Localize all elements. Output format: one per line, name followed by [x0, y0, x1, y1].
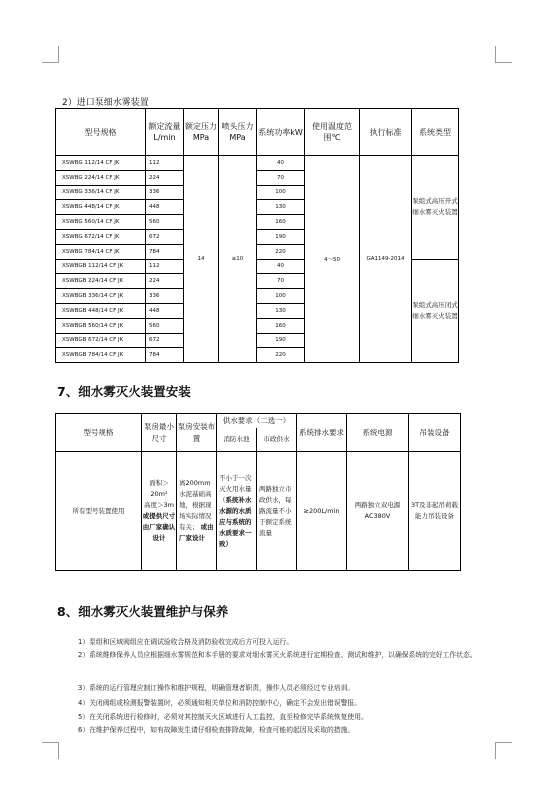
cell-temp-range: 4～50 — [305, 156, 360, 363]
room-layout-text: 离200mm水泥基础高地，根据现场实际情况有关； — [179, 479, 212, 531]
header-rated-flow: 额定流量L/min — [146, 109, 184, 156]
cell-system-power: 70 — [257, 274, 305, 289]
cell-rated-flow: 672 — [146, 333, 184, 348]
header-system-type: 系统类型 — [412, 109, 459, 156]
cell-model: XSWBG 336/14 CF JK — [56, 185, 146, 200]
cell-rated-flow: 224 — [146, 170, 184, 185]
header-drain: 系统排水要求 — [297, 414, 347, 452]
cell-model: XSWBGB 336/14 CF JK — [56, 289, 146, 304]
cell-system-power: 130 — [257, 303, 305, 318]
maintenance-item-5: 5）在关闭系统进行检修时，必须对其控制灭火区域进行人工监控，直至检修完毕系统恢复使用。 — [78, 713, 368, 721]
crop-mark-bottom-left — [42, 742, 59, 759]
room-size-alt: 或提供尺寸由厂家确认设计 — [142, 512, 176, 542]
cell-rated-flow: 784 — [146, 244, 184, 259]
maintenance-item-3: 3）系统的运行管理应制订操作和维护规程，明确管理者职责，操作人员必须经过专业培训。 — [78, 684, 355, 692]
room-size-area: 面积＞20m² 高度＞3m — [144, 479, 174, 509]
cell-system-power: 130 — [257, 200, 305, 215]
cell-rated-flow: 784 — [146, 348, 184, 363]
cell-nozzle-pressure: ≥10 — [219, 156, 257, 363]
cell-room-layout — [177, 452, 217, 571]
crop-mark-top-right — [495, 46, 512, 63]
cell-municipal: 两路独立市政供水，每路流量不小于额定系统流量 — [257, 452, 297, 571]
cell-system-power: 220 — [257, 244, 305, 259]
fire-tank-note: 系统补水水源的水质应与系统的水质要求一致） — [219, 495, 252, 548]
cell-model: XSWBGB 560/14 CF JK — [56, 318, 146, 333]
cell-system-power: 40 — [257, 156, 305, 171]
header-rated-pressure: 额定压力MPa — [184, 109, 219, 156]
cell-system-power: 160 — [257, 318, 305, 333]
cell-room-size — [142, 452, 177, 571]
header-nozzle-pressure: 喷头压力MPa — [219, 109, 257, 156]
room-layout-alt: 或由厂家设计 — [179, 523, 214, 542]
cell-rated-flow: 336 — [146, 185, 184, 200]
cell-rated-flow: 560 — [146, 215, 184, 230]
cell-hoist: 3T及非起吊荷载能力吊装设备 — [409, 452, 461, 571]
header-municipal: 市政供水 — [257, 428, 297, 452]
section-title-maintenance: 8、细水雾灭火装置维护与保养 — [57, 604, 229, 619]
cell-rated-flow: 336 — [146, 289, 184, 304]
section-title-imported-pump: 2）进口泵细水雾装置 — [62, 98, 149, 108]
cell-system-power: 190 — [257, 229, 305, 244]
cell-rated-flow: 448 — [146, 303, 184, 318]
header-water-supply: 供水要求（二选一） — [217, 414, 297, 428]
cell-model: XSWBG 672/14 CF JK — [56, 229, 146, 244]
cell-model: XSWBGB 448/14 CF JK — [56, 303, 146, 318]
cell-system-power: 100 — [257, 185, 305, 200]
cell-model: XSWBG 784/14 CF JK — [56, 244, 146, 259]
cell-system-power: 160 — [257, 215, 305, 230]
cell-rated-flow: 672 — [146, 229, 184, 244]
cell-system-power: 40 — [257, 259, 305, 274]
section-title-installation: 7、细水雾灭火装置安装 — [57, 384, 191, 399]
cell-system-power: 220 — [257, 348, 305, 363]
header-standard: 执行标准 — [360, 109, 412, 156]
header-hoist: 吊装设备 — [409, 414, 461, 452]
header-model: 型号规格 — [56, 414, 142, 452]
header-power: 系统电源 — [347, 414, 409, 452]
cell-fire-tank — [217, 452, 257, 571]
cell-system-power: 70 — [257, 170, 305, 185]
cell-model: XSWBGB 224/14 CF JK — [56, 274, 146, 289]
cell-model: 所有型号装置使用 — [56, 452, 142, 571]
maintenance-item-4: 4）关闭阀组或检测报警装置时，必须通知相关单位和消防控制中心，确定不会发出错误警报。 — [78, 699, 361, 707]
cell-model: XSWBG 224/14 CF JK — [56, 170, 146, 185]
cell-model: XSWBGB 112/14 CF JK — [56, 259, 146, 274]
cell-drain: ≥200L/min — [297, 452, 347, 571]
cell-rated-flow: 560 — [146, 318, 184, 333]
cell-model: XSWBG 448/14 CF JK — [56, 200, 146, 215]
cell-system-power: 190 — [257, 333, 305, 348]
table-row — [56, 156, 459, 171]
cell-rated-pressure: 14 — [184, 156, 219, 363]
cell-system-power: 100 — [257, 289, 305, 304]
cell-system-type-closed: 泵组式高压闭式细水雾灭火装置 — [412, 259, 459, 363]
cell-model: XSWBGB 672/14 CF JK — [56, 333, 146, 348]
installation-requirements-table — [55, 413, 461, 571]
crop-mark-top-left — [42, 46, 59, 63]
header-temp-range: 使用温度范围℃ — [305, 109, 360, 156]
fire-tank-text: 不小于一次灭火用水量（ — [219, 473, 252, 504]
header-model: 型号规格 — [56, 109, 146, 156]
header-system-power: 系统功率kW — [257, 109, 305, 156]
cell-model: XSWBG 112/14 CF JK — [56, 156, 146, 171]
cell-rated-flow: 112 — [146, 156, 184, 171]
cell-rated-flow: 448 — [146, 200, 184, 215]
header-room-layout: 泵房安装布置 — [177, 414, 217, 452]
header-fire-tank: 消防水池 — [217, 428, 257, 452]
cell-standard: GA1149-2014 — [360, 156, 412, 363]
cell-rated-flow: 112 — [146, 259, 184, 274]
cell-model: XSWBGB 784/14 CF JK — [56, 348, 146, 363]
maintenance-item-1: 1）泵组和区域阀组应在调试验收合格及消防验收完成后方可投入运行。 — [78, 638, 294, 646]
cell-power: 两路独立双电源 AC380V — [347, 452, 409, 571]
maintenance-item-6: 6）在维护保养过程中，如有故障发生请仔细检查排除故障，检查可能的起因及采取的措施。 — [78, 726, 355, 734]
cell-system-type-open: 泵组式高压开式细水雾灭火装置 — [412, 156, 459, 260]
cell-model: XSWBG 560/14 CF JK — [56, 215, 146, 230]
imported-pump-spec-table — [55, 108, 459, 363]
maintenance-item-2: 2）系统维修保养人员应根据细水雾规范和本手册的要求对细水雾灭火系统进行定期检查、测试和维护，以确保系统的完好工作状态。 — [78, 651, 477, 659]
cell-rated-flow: 224 — [146, 274, 184, 289]
header-room-size: 泵房最小尺寸 — [142, 414, 177, 452]
crop-mark-bottom-right — [495, 742, 512, 759]
